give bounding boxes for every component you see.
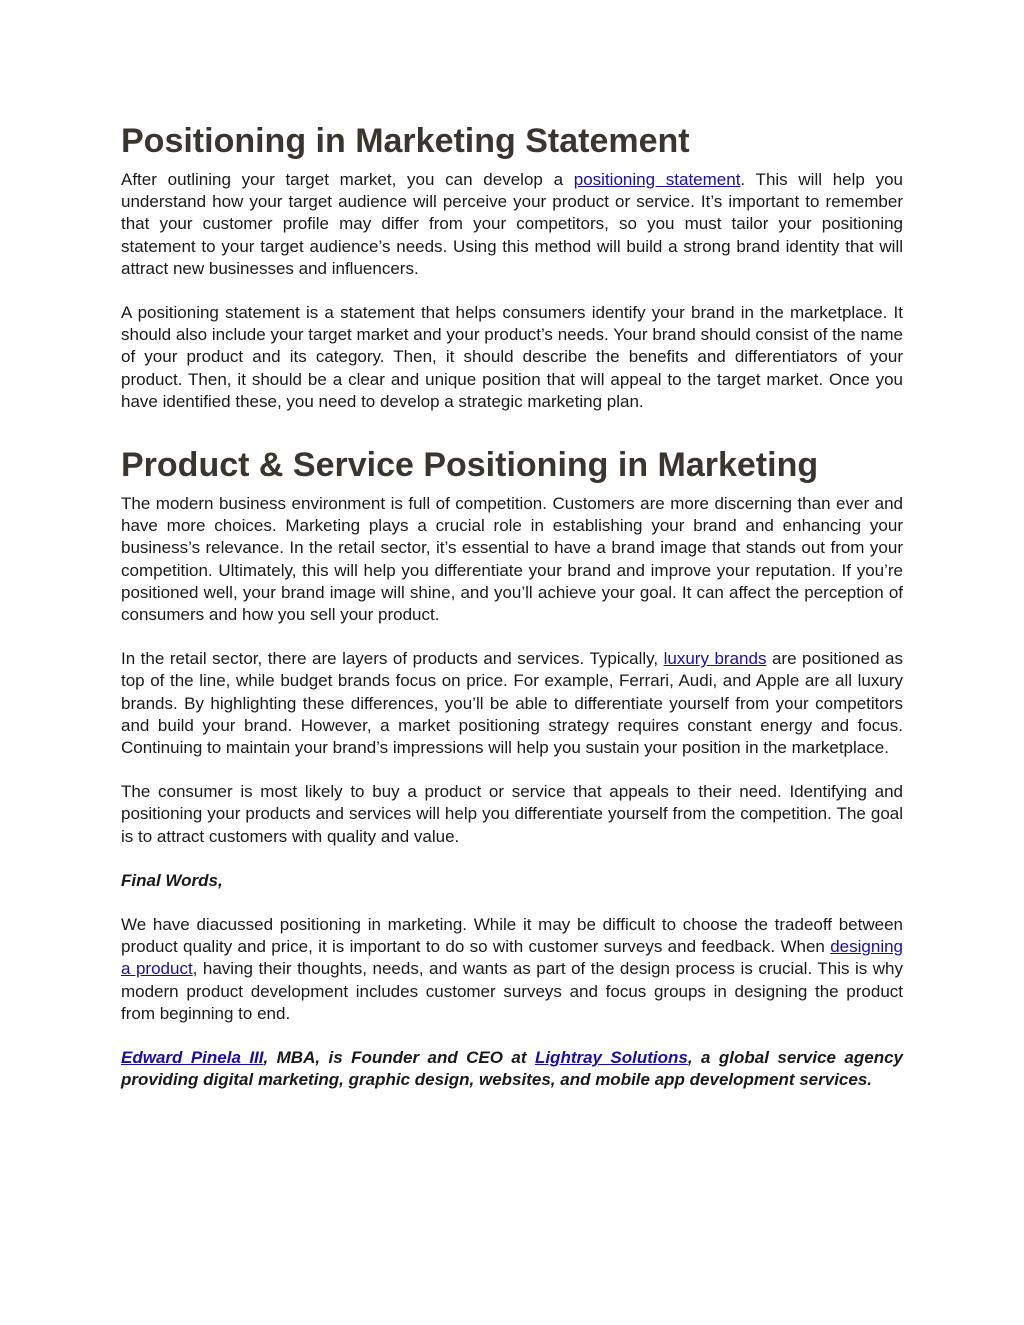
- positioning-statement-link[interactable]: positioning statement: [573, 170, 741, 189]
- author-bio: [121, 1047, 903, 1091]
- paragraph-text: . This will help you understand how your target audience will perceive your product or service. It’s important to remember that your customer profile may differ from your competitors, so you must tailor your positioning statement to your target audience’s needs. Using this method will build a strong brand identity that will attract new businesses and influencers.: [121, 170, 903, 278]
- final-words-heading: Final Words,: [121, 870, 223, 890]
- section-heading-positioning-statement: Positioning in Marketing Statement: [121, 122, 690, 160]
- paragraph-text: After outlining your target market, you can develop a: [121, 170, 574, 189]
- document-page: [121, 119, 903, 1092]
- luxury-brands-link[interactable]: luxury brands: [663, 649, 767, 669]
- paragraph: The modern business environment is full of competition. Customers are more discerning than ever and have more choices. Marketing plays a crucial role in establishing your brand and enhancing your business’s relevance. In the retail sector, it’s essential to have a brand image that stands out from your competition. Ultimately, this will help you differentiate your brand and improve your reputation. If you’re positioned well, your brand image will shine, and you’ll achieve your goal. It can affect the perception of consumers and how you sell your product.: [121, 494, 903, 625]
- paragraph-text: We have diacussed positioning in marketing. While it may be difficult to choose the tradeoff between product quality and price, it is important to do so with customer surveys and feedback. When: [121, 915, 903, 957]
- paragraph-text: are positioned as top of the line, while budget brands focus on price. For example, Ferrari, Audi, and Apple are all luxury brands. By highlighting these differences, you’ll be able to differentiate yourself from your competitors and build your brand. However, a market positioning strategy requires constant energy and focus. Continuing to maintain your brand’s impressions will help you sustain your position in the marketplace.: [121, 649, 903, 758]
- paragraph: [121, 648, 903, 759]
- paragraph-text: In the retail sector, there are layers of products and services. Typically,: [121, 649, 664, 669]
- author-bio-text: , a global service agency providing digital marketing, graphic design, websites, and mobile app development services.: [121, 1048, 903, 1090]
- paragraph: [121, 169, 903, 280]
- paragraph: [121, 914, 903, 1025]
- designing-a-product-link[interactable]: designing a product: [121, 937, 903, 979]
- section-heading-product-service-positioning: Product & Service Positioning in Marketing: [121, 446, 819, 485]
- paragraph-text: , having their thoughts, needs, and wants as part of the design process is crucial. This is why modern product development includes customer surveys and focus groups in designing the product from beginning to end.: [121, 959, 903, 1023]
- paragraph: The consumer is most likely to buy a product or service that appeals to their need. Identifying and positioning your products and services will help you differentiate yourself from the competition. The goal is to attract customers with quality and value.: [121, 782, 903, 846]
- company-link[interactable]: Lightray Solutions: [534, 1048, 688, 1068]
- author-bio-text: , MBA, is Founder and CEO at: [263, 1048, 535, 1068]
- author-name-link[interactable]: Edward Pinela III: [121, 1048, 264, 1068]
- paragraph: A positioning statement is a statement that helps consumers identify your brand in the marketplace. It should also include your target market and your product’s needs. Your brand should consist of the name of your product and its category. Then, it should describe the benefits and differentiators of your product. Then, it should be a clear and unique position that will appeal to the target market. Once you have identified these, you need to develop a strategic marketing plan.: [121, 303, 903, 411]
